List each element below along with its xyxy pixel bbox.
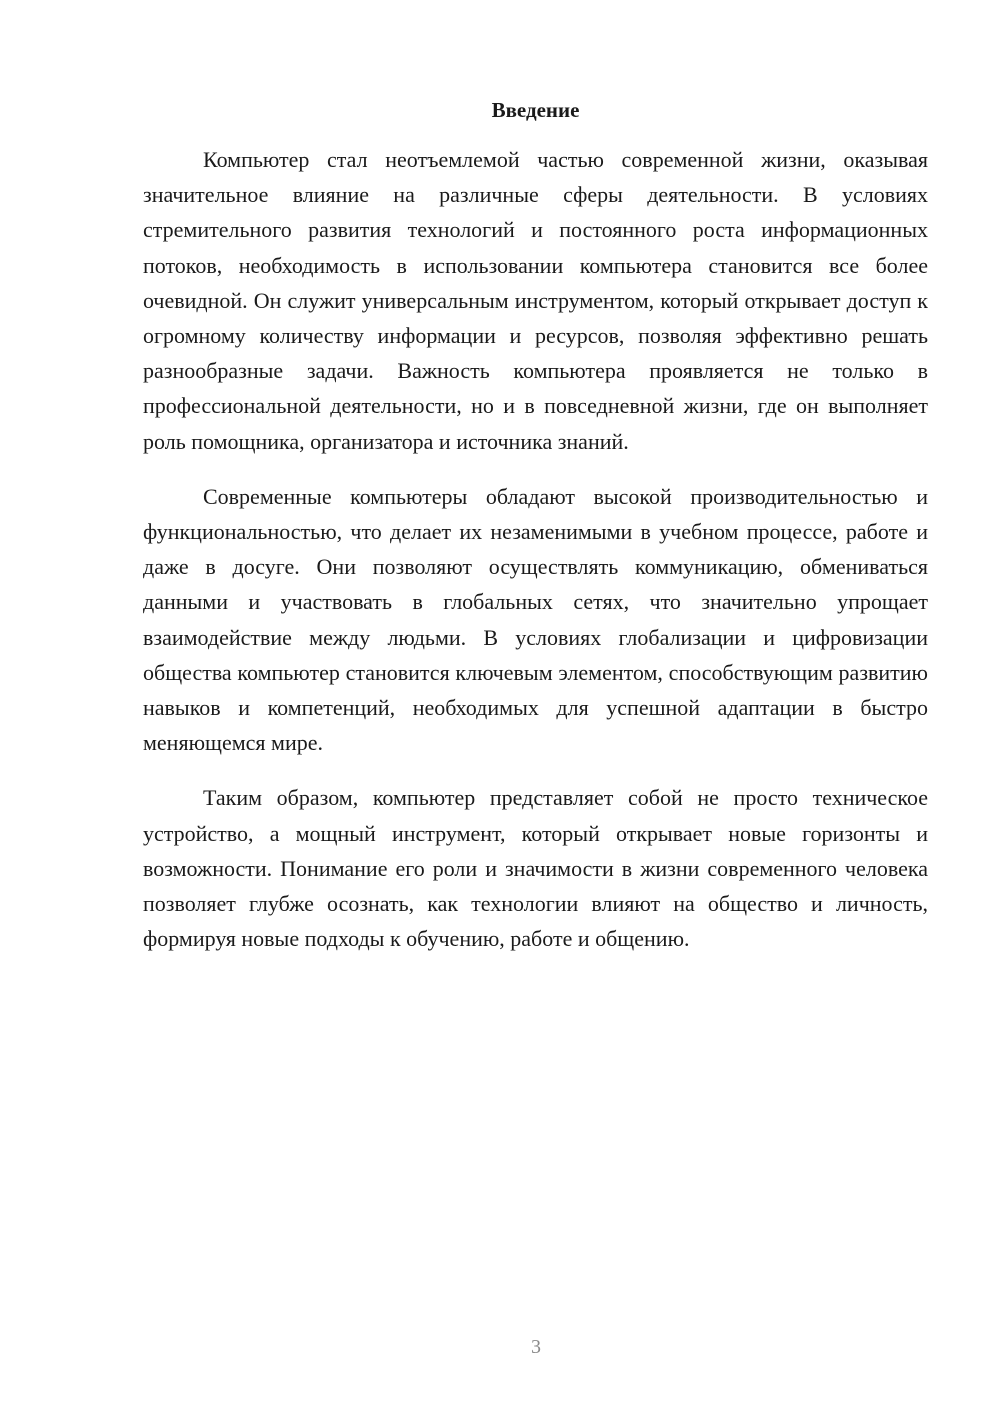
section-title: Введение	[491, 98, 580, 122]
paragraph-3: Таким образом, компьютер представляет собой не просто техническое устройство, а мощный инструмент, который открывает новые горизонты и возможности. Понимание его роли и значимости в жизни современного человека позволяет глубже осознать, как технологии влияют на общество и личность, формируя новые подходы к обучению, работе и общению.	[143, 785, 928, 952]
paragraph-2: Современные компьютеры обладают высокой производительностью и функциональностью, что делает их незаменимыми в учебном процессе, работе и даже в досуге. Они позволяют осуществлять коммуникацию, обмениваться данными и участвовать в глобальных сетях, что значительно упрощает взаимодействие между людьми. В условиях глобализации и цифровизации общества компьютер становится ключевым элементом, способствующим развитию навыков и компетенций, необходимых для успешной адаптации в быстро меняющемся мире.	[143, 483, 928, 756]
page-number: 3	[531, 1336, 541, 1358]
body-text	[143, 142, 928, 976]
paragraph-1: Компьютер стал неотъемлемой частью современной жизни, оказывая значительное влияние на различные сферы деятельности. В условиях стремительного развития технологий и постоянного роста информационных потоков, необходимость в использовании компьютера становится все более очевидной. Он служит универсальным инструментом, который открывает доступ к огромному количеству информации и ресурсов, позволяя эффективно решать разнообразные задачи. Важность компьютера проявляется не только в профессиональной деятельности, но и в повседневной жизни, где он выполняет роль помощника, организатора и источника знаний.	[143, 147, 928, 454]
